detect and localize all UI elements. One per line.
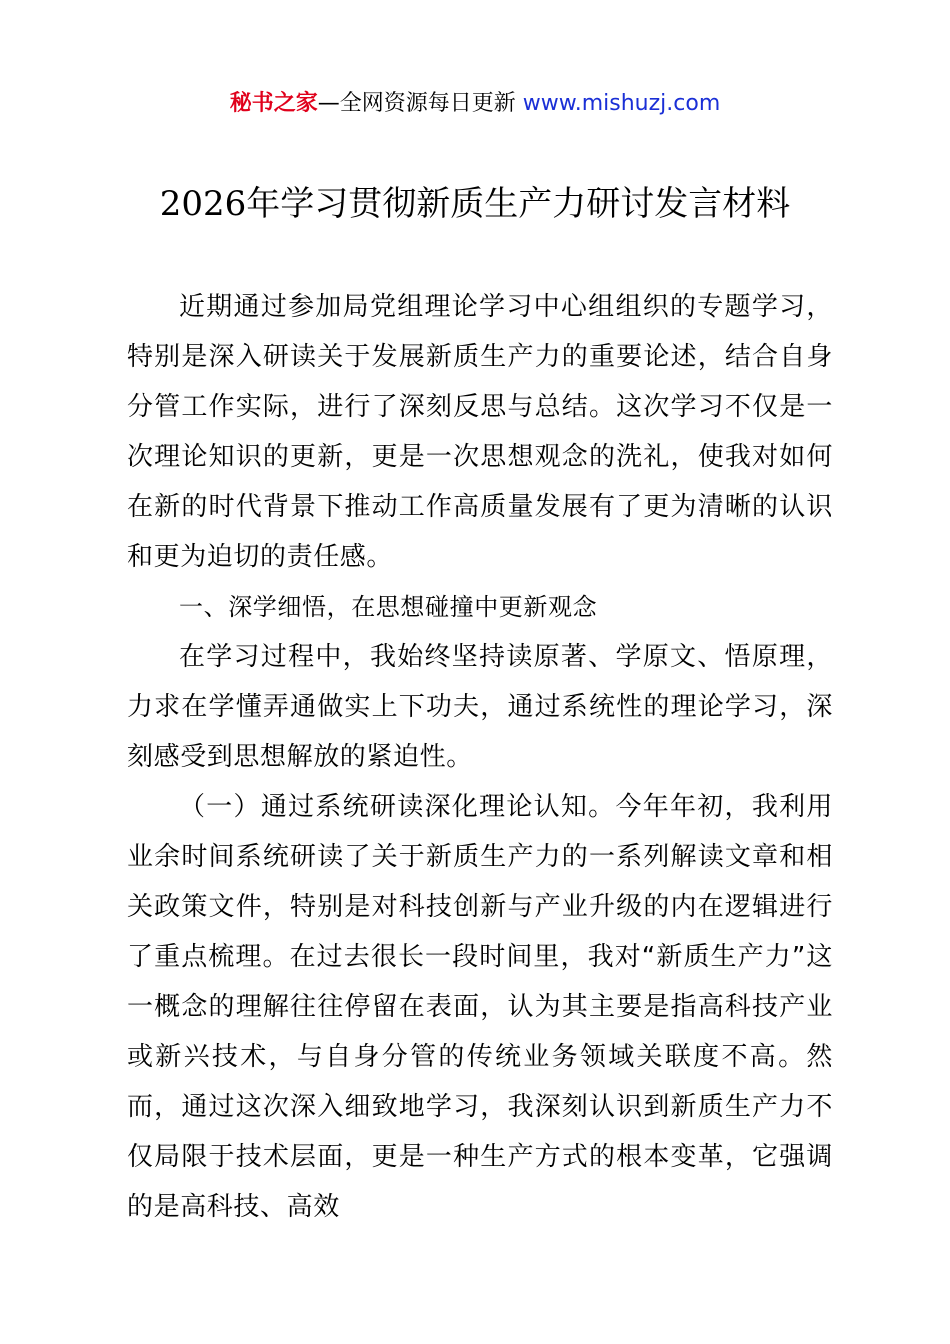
site-url-link[interactable]: www.mishuzj.com — [522, 91, 721, 116]
paragraph-intro: 近期通过参加局党组理论学习中心组组织的专题学习，特别是深入研读关于发展新质生产力的重要论述，结合自身分管工作实际，进行了深刻反思与总结。这次学习不仅是一次理论知识的更新，更是一次思想观念的洗礼，使我对如何在新的时代背景下推动工作高质量发展有了更为清晰的认识和更为迫切的责任感。 — [127, 292, 833, 572]
site-brand: 秘书之家 — [229, 91, 318, 116]
section-heading: 一、深学细悟，在思想碰撞中更新观念 — [179, 593, 598, 621]
site-header — [0, 88, 950, 120]
document-body — [127, 282, 833, 1232]
document-title: 2026年学习贯彻新质生产力研讨发言材料 — [159, 184, 791, 224]
paragraph-section-intro: 在学习过程中，我始终坚持读原著、学原文、悟原理，力求在学懂弄通做实上下功夫，通过系统性的理论学习，深刻感受到思想解放的紧迫性。 — [127, 642, 833, 772]
paragraph-subsection-1: （一）通过系统研读深化理论认知。今年年初，我利用业余时间系统研读了关于新质生产力的一系列解读文章和相关政策文件，特别是对科技创新与产业升级的内在逻辑进行了重点梳理。在过去很长一段时间里，我对“新质生产力”这一概念的理解往往停留在表面，认为其主要是指高科技产业或新兴技术，与自身分管的传统业务领域关联度不高。然而，通过这次深入细致地学习，我深刻认识到新质生产力不仅局限于技术层面，更是一种生产方式的根本变革，它强调的是高科技、高效 — [127, 792, 833, 1222]
site-slogan: —全网资源每日更新 — [317, 91, 523, 116]
